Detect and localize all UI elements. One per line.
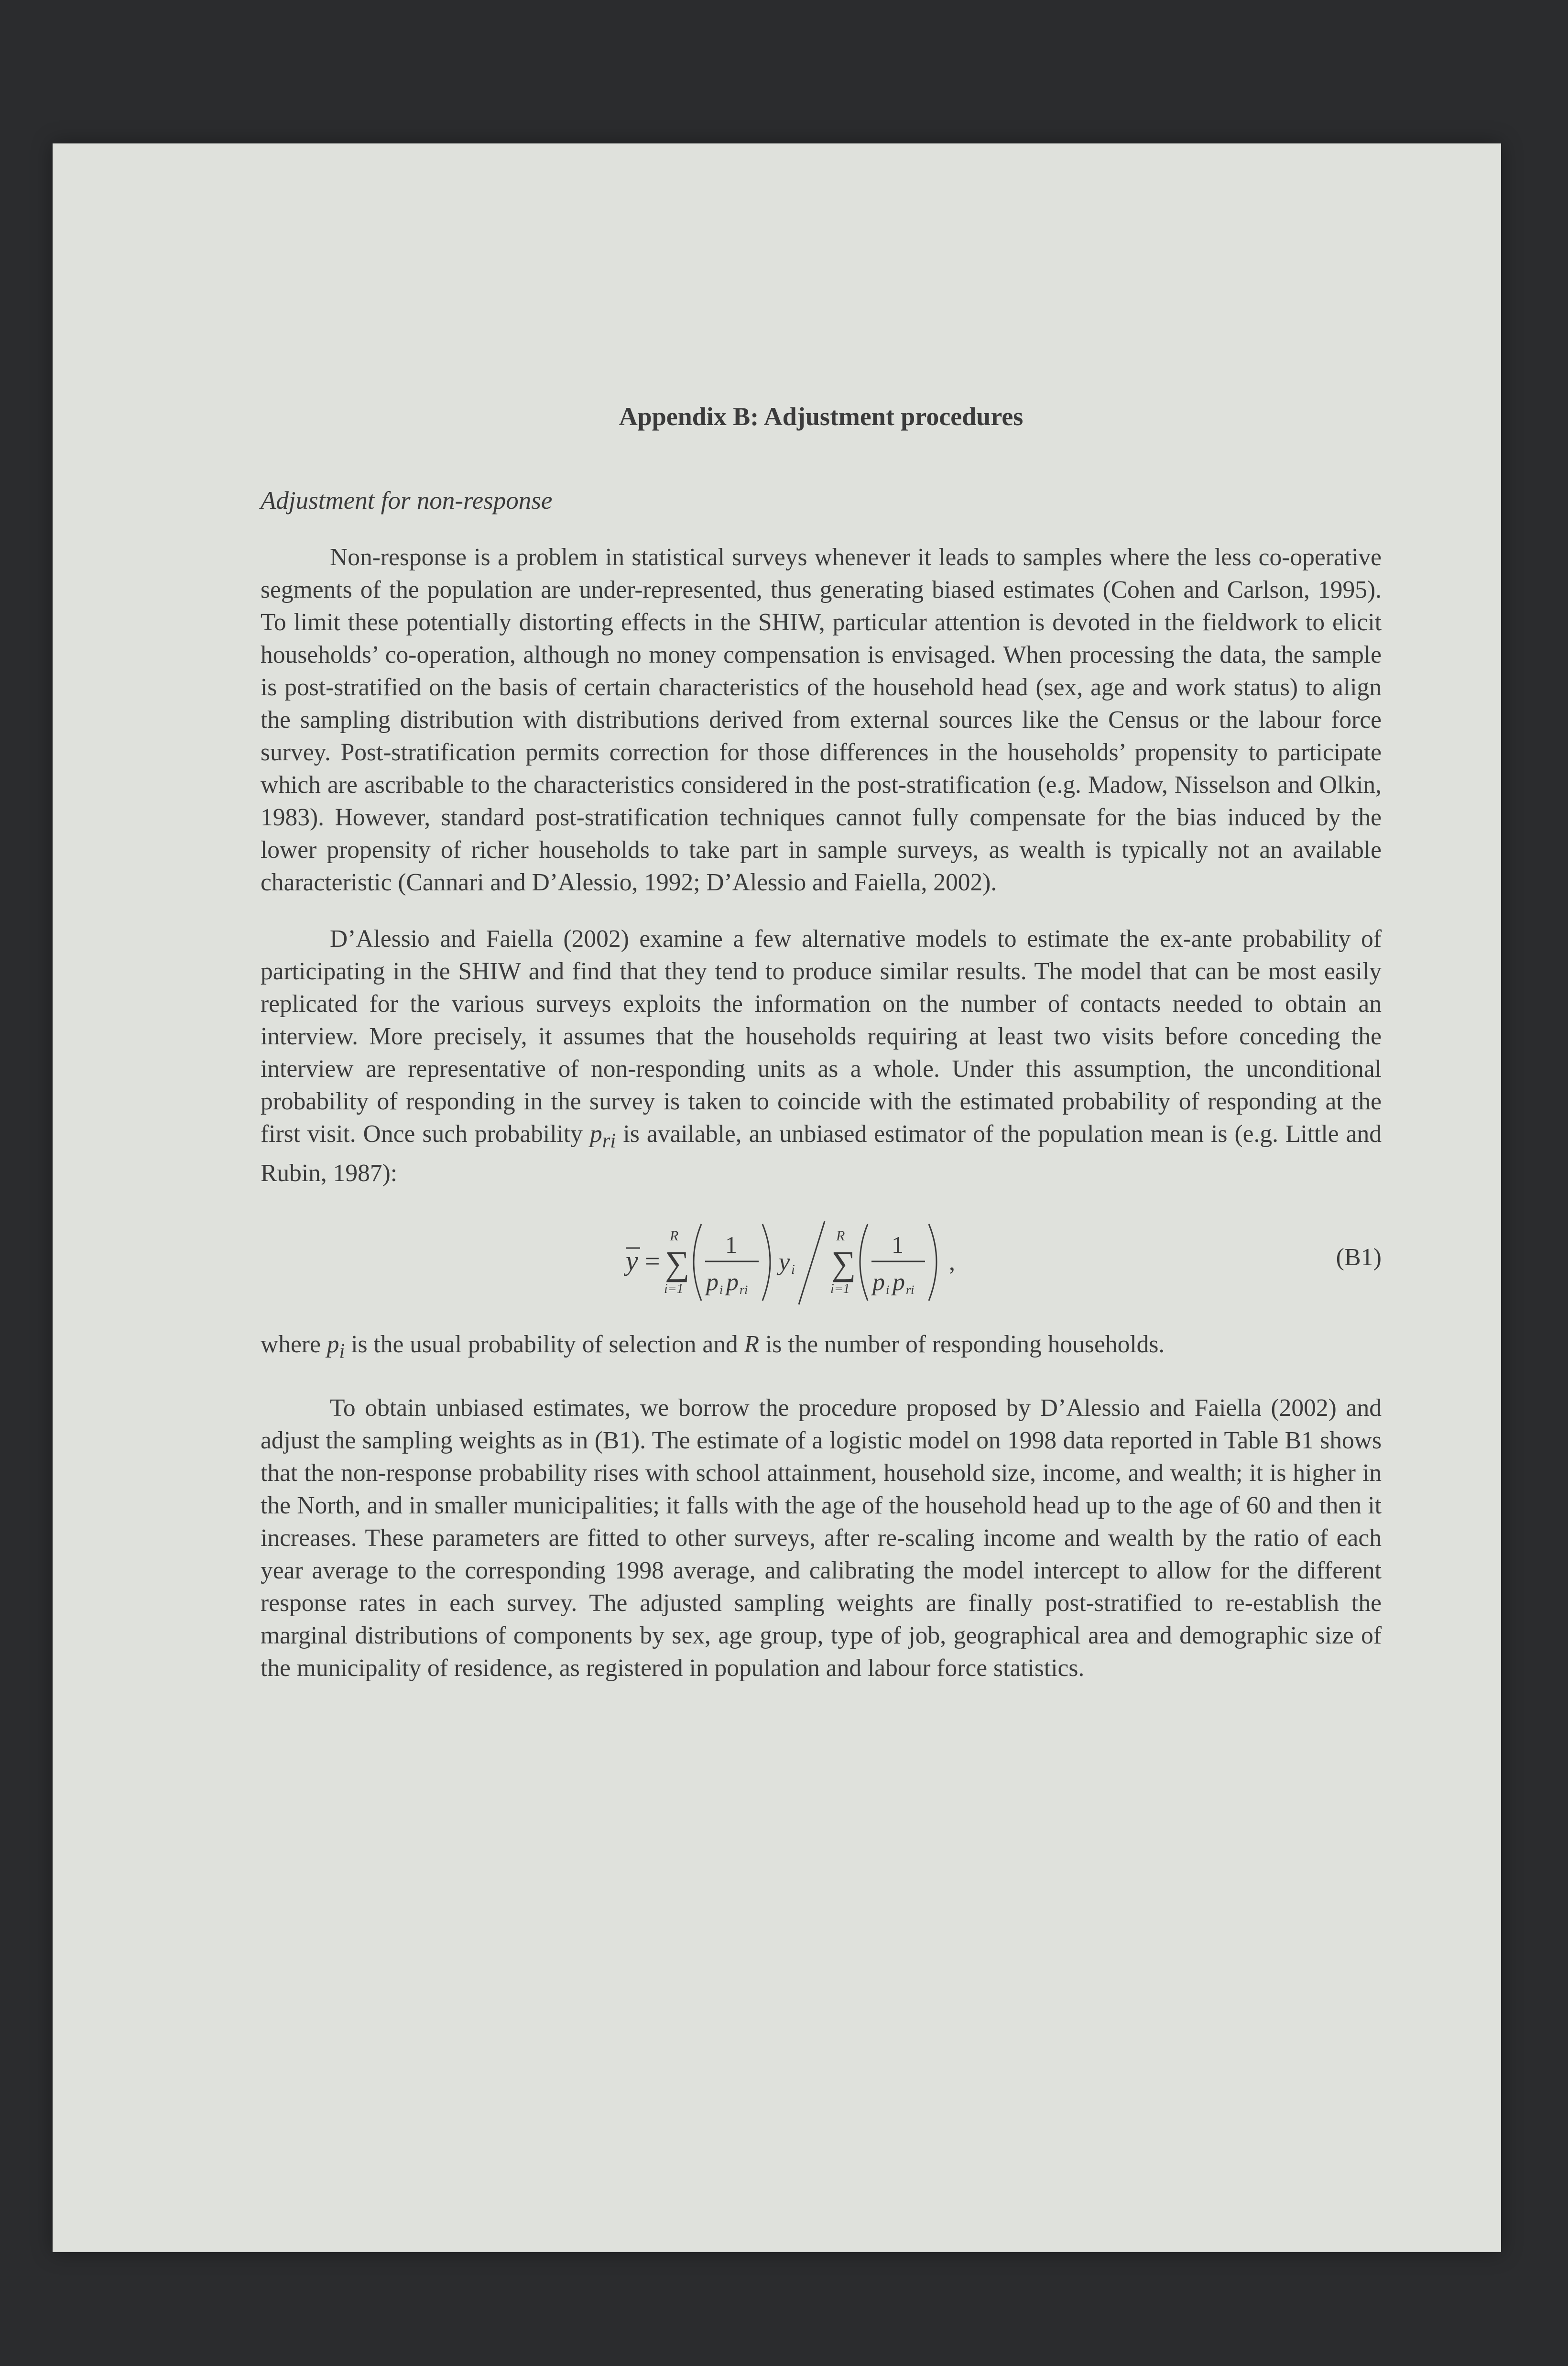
- paragraph-2-text-a: D’Alessio and Faiella (2002) examine a few alternative models to estimate the ex-ante probability of participating in the SHIW and find that they tend to produce similar results. The model that can be most easily replicated for the various surveys exploits the information on the number of contacts needed to obtain an interview. More precisely, it assumes that the households requiring at least two visits before conceding the interview are representative of non-responding units as a whole. Under this assumption, the unconditional probability of responding in the survey is taken to coincide with the estimated probability of responding at the first visit. Once such probability: [261, 925, 1382, 1148]
- paragraph-2-text-b: is available, an unbiased estimator of the population mean is (e.g. Little and Rubin, 1987):: [261, 1120, 1382, 1187]
- document-page: [53, 143, 1501, 2252]
- page-content: [261, 402, 1382, 1709]
- eq-trailing-comma: ,: [949, 1249, 955, 1276]
- eq-y-subscript: i: [791, 1262, 795, 1278]
- eq-equals: =: [645, 1247, 660, 1277]
- equation-formula: [624, 1214, 1016, 1314]
- page-title: Appendix B: Adjustment procedures: [619, 402, 1024, 431]
- eq-sum1-symbol: ∑: [665, 1244, 690, 1283]
- eq-y: y: [779, 1249, 790, 1276]
- eq-paren-left-1: [694, 1224, 701, 1301]
- eq-denominator-p-2: p: [872, 1269, 885, 1296]
- after-eq-text-3: is the number of responding households.: [765, 1331, 1165, 1358]
- after-eq-var-p-subscript: i: [339, 1340, 345, 1363]
- inline-var-p: p: [589, 1120, 602, 1148]
- eq-denominator-p-1: p: [706, 1269, 719, 1296]
- paragraph-2: [261, 923, 1382, 1190]
- paragraph-1: Non-response is a problem in statistical surveys whenever it leads to samples where the less co-operative segments of the population are under-represented, thus generating biased estimates (Cohen and Carlson, 1995). To limit these potentially distorting effects in the SHIW, particular attention is devoted in the fieldwork to elicit households’ co-operation, although no money compensation is envisaged. When processing the data, the sample is post-stratified on the basis of certain characteristics of the household head (sex, age and work status) to align the sampling distribution with distributions derived from external sources like the Census or the labour force survey. Post-stratification permits correction for those differences in the households’ propensity to participate which are ascribable to the characteristics considered in the post-stratification (e.g. Madow, Nisselson and Olkin, 1983). However, standard post-stratification techniques cannot fully compensate for the bias induced by the lower propensity of richer households to take part in sample surveys, as wealth is typically not an available characteristic (Cannari and D’Alessio, 1992; D’Alessio and Faiella, 2002).: [261, 544, 1382, 896]
- eq-division-slash: [799, 1221, 825, 1304]
- after-eq-var-p: p: [327, 1331, 339, 1358]
- eq-sum2-upper: R: [836, 1228, 845, 1244]
- eq-denominator-r-2: p: [893, 1269, 905, 1296]
- eq-sum2-lower: i=1: [830, 1282, 850, 1297]
- equation-label: (B1): [1336, 1244, 1382, 1271]
- eq-denominator-i-1: i: [719, 1283, 723, 1297]
- eq-numerator-2: 1: [892, 1231, 904, 1259]
- equation-b1: [261, 1214, 1382, 1314]
- eq-sum2-symbol: ∑: [831, 1244, 856, 1283]
- eq-denominator-r-1: p: [726, 1269, 739, 1296]
- eq-lhs-y: y: [626, 1245, 638, 1277]
- eq-numerator-1: 1: [725, 1231, 737, 1259]
- after-eq-text-2: is the usual probability of selection and: [351, 1331, 738, 1358]
- after-eq-var-R: R: [744, 1331, 760, 1358]
- eq-denominator-i-2: i: [886, 1283, 890, 1297]
- paragraph-after-equation: [261, 1328, 1382, 1368]
- eq-paren-right-1: [762, 1224, 770, 1301]
- inline-var-p-subscript: ri: [602, 1129, 616, 1152]
- eq-paren-left-2: [860, 1224, 868, 1301]
- after-eq-text-1: where: [261, 1331, 321, 1358]
- eq-sum1-upper: R: [670, 1228, 679, 1244]
- eq-sum1-lower: i=1: [664, 1282, 684, 1297]
- paragraph-3: To obtain unbiased estimates, we borrow the procedure proposed by D’Alessio and Faiella (2002) and adjust the sampling weights as in (B1). The estimate of a logistic model on 1998 data reported in Table B1 shows that the non-response probability rises with school attainment, household size, income, and wealth; it is higher in the North, and in smaller municipalities; it falls with the age of the household head up to the age of 60 and then it increases. These parameters are fitted to other surveys, after re-scaling income and wealth by the ratio of each year average to the corresponding 1998 average, and calibrating the model intercept to allow for the different response rates in each survey. The adjusted sampling weights are finally post-stratified to re-establish the marginal distributions of components by sex, age group, type of job, geographical area and demographic size of the municipality of residence, as registered in population and labour force statistics.: [261, 1394, 1382, 1682]
- eq-paren-right-2: [929, 1224, 936, 1301]
- eq-denominator-ri-1: ri: [740, 1283, 748, 1297]
- section-heading: Adjustment for non-response: [261, 487, 553, 515]
- eq-denominator-ri-2: ri: [906, 1283, 915, 1297]
